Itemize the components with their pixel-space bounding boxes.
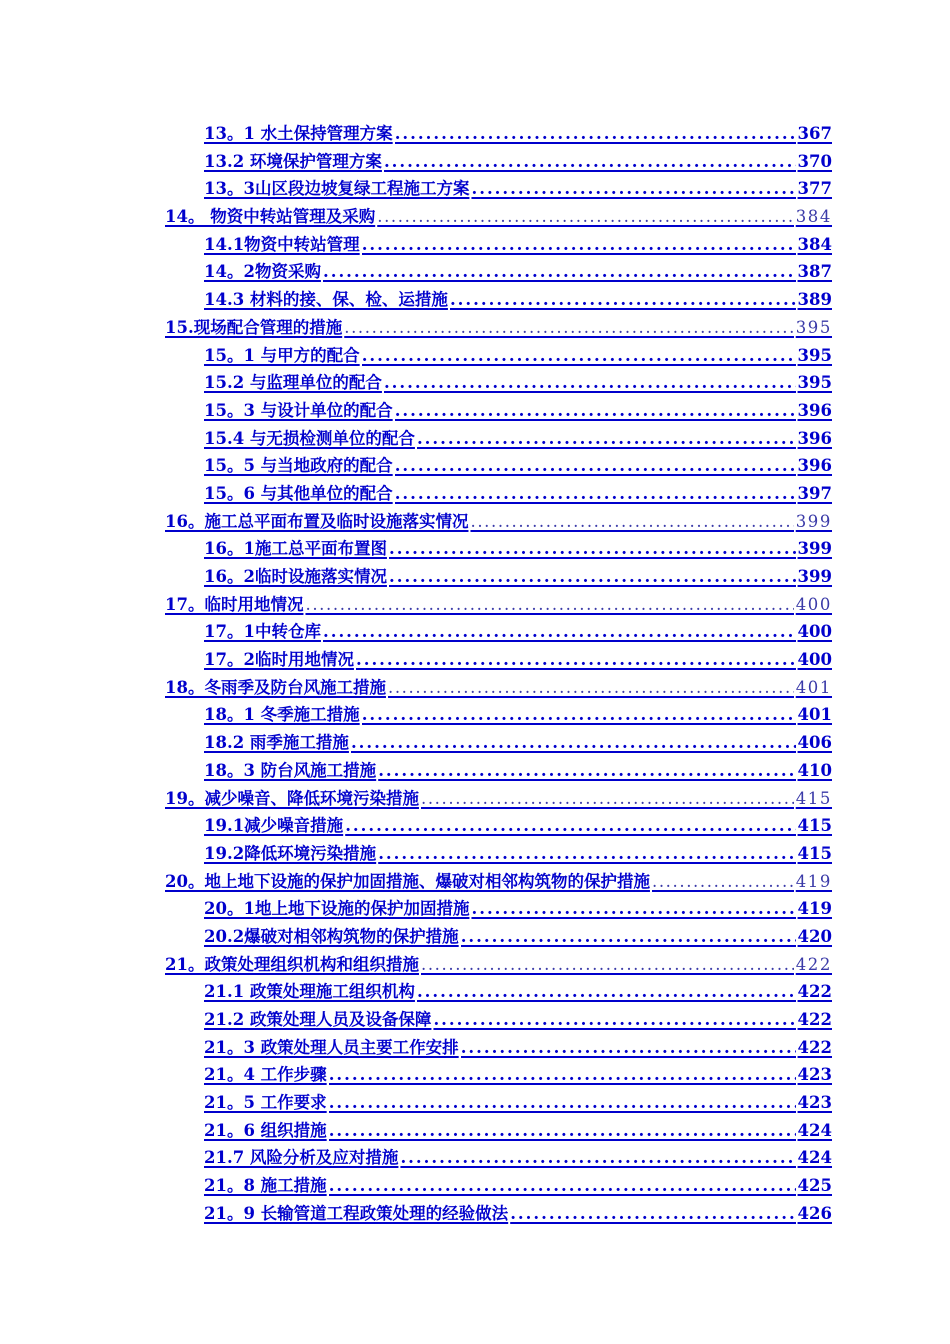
- toc-dot-leader: [345, 812, 795, 840]
- toc-entry-20[interactable]: [165, 646, 832, 674]
- toc-entry-page-number: 400: [795, 594, 832, 614]
- toc-entry-title: 21。政策处理组织机构和组织措施: [165, 954, 419, 974]
- toc-dot-leader: [400, 1144, 795, 1172]
- toc-entry-page-number: 420: [797, 926, 832, 946]
- table-of-contents: [165, 120, 832, 1228]
- toc-entry-page-number: 395: [795, 317, 832, 337]
- toc-dot-leader: [377, 203, 793, 231]
- toc-entry-title: 21.2 政策处理人员及设备保障: [204, 1010, 432, 1029]
- toc-entry-page-number: 422: [795, 954, 832, 974]
- toc-dot-leader: [395, 452, 796, 480]
- toc-dot-leader: [362, 701, 796, 729]
- toc-entry-title: 18。3 防台风施工措施: [204, 760, 377, 780]
- toc-dot-leader: [652, 868, 794, 896]
- toc-entry-29[interactable]: [165, 895, 832, 923]
- toc-dot-leader: [450, 286, 796, 314]
- toc-entry-title: 17。临时用地情况: [165, 594, 304, 614]
- toc-entry-title: 20。地上地下设施的保护加固措施、爆破对相邻构筑物的保护措施: [165, 871, 650, 891]
- toc-entry-page-number: 384: [797, 234, 832, 254]
- toc-entry-title: 21.7 风险分析及应对措施: [204, 1148, 399, 1168]
- toc-dot-leader: [362, 231, 796, 259]
- toc-entry-title: 17。2临时用地情况: [204, 650, 354, 670]
- toc-entry-37[interactable]: [165, 1117, 832, 1145]
- toc-entry-18[interactable]: [165, 591, 832, 619]
- toc-entry-page-number: 396: [797, 456, 832, 476]
- toc-entry-title: 13。1 水土保持管理方案: [204, 124, 393, 143]
- toc-entry-page-number: 367: [797, 124, 832, 143]
- toc-entry-page-number: 395: [797, 345, 832, 365]
- toc-entry-title: 19.1减少噪音措施: [204, 816, 344, 836]
- toc-entry-page-number: 396: [797, 400, 832, 420]
- toc-entry-title: 21.1 政策处理施工组织机构: [204, 982, 415, 1002]
- toc-entry-title: 19。减少噪音、降低环境污染措施: [165, 788, 419, 808]
- toc-entry-page-number: 424: [797, 1120, 832, 1140]
- toc-entry-3[interactable]: [165, 175, 832, 203]
- toc-dot-leader: [389, 535, 796, 563]
- toc-entry-title: 14。2物资采购: [204, 262, 321, 282]
- toc-entry-title: 18。冬雨季及防台风施工措施: [165, 677, 386, 697]
- toc-entry-4[interactable]: [165, 203, 832, 231]
- toc-entry-title: 14.3 材料的接、保、检、运措施: [204, 290, 448, 310]
- toc-entry-page-number: 410: [797, 760, 832, 780]
- toc-entry-36[interactable]: [165, 1089, 832, 1117]
- toc-dot-leader: [470, 508, 793, 536]
- toc-dot-leader: [461, 1034, 796, 1062]
- toc-entry-23[interactable]: [165, 729, 832, 757]
- toc-entry-page-number: 399: [797, 567, 832, 586]
- toc-dot-leader: [329, 1089, 796, 1117]
- toc-dot-leader: [305, 591, 793, 619]
- toc-entry-14[interactable]: [165, 480, 832, 508]
- toc-dot-leader: [388, 674, 794, 702]
- toc-entry-page-number: 384: [795, 207, 832, 227]
- toc-entry-33[interactable]: [165, 1006, 832, 1034]
- toc-dot-leader: [323, 618, 796, 646]
- toc-entry-page-number: 424: [797, 1148, 832, 1168]
- toc-dot-leader: [417, 425, 796, 453]
- toc-entry-12[interactable]: [165, 425, 832, 453]
- toc-entry-title: 15。5 与当地政府的配合: [204, 456, 393, 476]
- toc-entry-page-number: 396: [797, 428, 832, 448]
- toc-entry-title: 20。1地上地下设施的保护加固措施: [204, 899, 470, 919]
- toc-entry-title: 13.2 环境保护管理方案: [204, 151, 382, 171]
- toc-entry-title: 15.4 与无损检测单位的配合: [204, 428, 415, 448]
- toc-entry-15[interactable]: [165, 508, 832, 536]
- toc-dot-leader: [421, 951, 794, 979]
- toc-dot-leader: [461, 923, 796, 951]
- toc-entry-page-number: 399: [795, 511, 832, 531]
- toc-dot-leader: [323, 258, 796, 286]
- toc-dot-leader: [356, 646, 796, 674]
- toc-entry-title: 15。1 与甲方的配合: [204, 345, 360, 365]
- toc-entry-34[interactable]: [165, 1034, 832, 1062]
- toc-entry-35[interactable]: [165, 1061, 832, 1089]
- toc-entry-39[interactable]: [165, 1172, 832, 1200]
- toc-entry-title: 21。3 政策处理人员主要工作安排: [204, 1037, 459, 1057]
- toc-entry-page-number: 377: [797, 179, 832, 199]
- toc-entry-31[interactable]: [165, 951, 832, 979]
- toc-entry-page-number: 399: [797, 539, 832, 559]
- toc-entry-38[interactable]: [165, 1144, 832, 1172]
- toc-dot-leader: [421, 785, 794, 813]
- toc-dot-leader: [395, 120, 796, 148]
- toc-entry-19[interactable]: [165, 618, 832, 646]
- toc-dot-leader: [351, 729, 796, 757]
- toc-entry-28[interactable]: [165, 868, 832, 896]
- toc-entry-40[interactable]: [165, 1200, 832, 1228]
- toc-entry-9[interactable]: [165, 342, 832, 370]
- toc-dot-leader: [389, 563, 796, 591]
- toc-entry-page-number: 397: [797, 483, 832, 503]
- toc-entry-page-number: 422: [797, 1037, 832, 1057]
- toc-dot-leader: [471, 895, 795, 923]
- toc-dot-leader: [329, 1172, 796, 1200]
- toc-entry-page-number: 415: [797, 843, 832, 863]
- toc-entry-27[interactable]: [165, 840, 832, 868]
- toc-entry-page-number: 425: [797, 1176, 832, 1196]
- toc-entry-26[interactable]: [165, 812, 832, 840]
- toc-entry-page-number: 415: [797, 816, 832, 836]
- toc-dot-leader: [362, 342, 796, 370]
- toc-entry-title: 18.2 雨季施工措施: [204, 733, 349, 753]
- toc-dot-leader: [384, 148, 796, 176]
- toc-entry-title: 16。1施工总平面布置图: [204, 539, 387, 559]
- toc-entry-17[interactable]: [165, 563, 832, 591]
- toc-entry-title: 21。9 长输管道工程政策处理的经验做法: [204, 1203, 509, 1223]
- toc-dot-leader: [417, 978, 796, 1006]
- toc-entry-30[interactable]: [165, 923, 832, 951]
- toc-entry-page-number: 419: [797, 899, 832, 919]
- toc-dot-leader: [329, 1117, 796, 1145]
- toc-entry-11[interactable]: [165, 397, 832, 425]
- toc-entry-title: 15。3 与设计单位的配合: [204, 400, 393, 420]
- toc-entry-title: 17。1中转仓库: [204, 622, 321, 642]
- toc-entry-32[interactable]: [165, 978, 832, 1006]
- toc-entry-page-number: 406: [797, 733, 832, 753]
- toc-dot-leader: [510, 1200, 795, 1228]
- toc-entry-6[interactable]: [165, 258, 832, 286]
- toc-entry-10[interactable]: [165, 369, 832, 397]
- toc-entry-page-number: 419: [795, 871, 832, 891]
- toc-entry-page-number: 423: [797, 1093, 832, 1113]
- toc-entry-page-number: 422: [797, 1010, 832, 1029]
- toc-entry-title: 16。施工总平面布置及临时设施落实情况: [165, 511, 469, 531]
- toc-entry-title: 14.1物资中转站管理: [204, 234, 360, 254]
- toc-entry-page-number: 387: [797, 262, 832, 282]
- toc-entry-title: 21。8 施工措施: [204, 1176, 327, 1196]
- toc-entry-8[interactable]: [165, 314, 832, 342]
- toc-entry-page-number: 400: [797, 650, 832, 670]
- toc-dot-leader: [329, 1061, 796, 1089]
- toc-entry-title: 15.2 与监理单位的配合: [204, 373, 382, 393]
- toc-entry-page-number: 401: [795, 677, 832, 697]
- toc-entry-title: 21。6 组织措施: [204, 1120, 327, 1140]
- toc-entry-page-number: 423: [797, 1065, 832, 1085]
- toc-dot-leader: [395, 397, 796, 425]
- toc-entry-22[interactable]: [165, 701, 832, 729]
- toc-entry-16[interactable]: [165, 535, 832, 563]
- toc-entry-page-number: 395: [797, 373, 832, 393]
- toc-dot-leader: [395, 480, 796, 508]
- toc-entry-7[interactable]: [165, 286, 832, 314]
- toc-entry-24[interactable]: [165, 757, 832, 785]
- toc-entry-title: 18。1 冬季施工措施: [204, 705, 360, 725]
- toc-entry-page-number: 422: [797, 982, 832, 1002]
- toc-entry-title: 19.2降低环境污染措施: [204, 843, 377, 863]
- toc-entry-5[interactable]: [165, 231, 832, 259]
- toc-entry-2[interactable]: [165, 148, 832, 176]
- toc-dot-leader: [471, 175, 795, 203]
- toc-entry-page-number: 400: [797, 622, 832, 642]
- toc-entry-page-number: 401: [797, 705, 832, 725]
- toc-entry-title: 21。4 工作步骤: [204, 1065, 327, 1085]
- toc-dot-leader: [433, 1006, 795, 1034]
- toc-entry-13[interactable]: [165, 452, 832, 480]
- toc-entry-21[interactable]: [165, 674, 832, 702]
- toc-dot-leader: [384, 369, 796, 397]
- toc-entry-25[interactable]: [165, 785, 832, 813]
- toc-entry-page-number: 415: [795, 788, 832, 808]
- toc-entry-title: 16。2临时设施落实情况: [204, 567, 387, 586]
- toc-entry-1[interactable]: [165, 120, 832, 148]
- toc-entry-title: 15.现场配合管理的措施: [165, 317, 343, 337]
- toc-dot-leader: [378, 840, 795, 868]
- toc-entry-title: 21。5 工作要求: [204, 1093, 327, 1113]
- toc-dot-leader: [378, 757, 795, 785]
- toc-dot-leader: [344, 314, 793, 342]
- toc-entry-title: 15。6 与其他单位的配合: [204, 483, 393, 503]
- toc-entry-title: 20.2爆破对相邻构筑物的保护措施: [204, 926, 459, 946]
- toc-entry-page-number: 370: [797, 151, 832, 171]
- toc-entry-page-number: 389: [797, 290, 832, 310]
- toc-entry-title: 14。 物资中转站管理及采购: [165, 207, 376, 227]
- toc-entry-title: 13。3山区段边坡复绿工程施工方案: [204, 179, 470, 199]
- toc-entry-page-number: 426: [797, 1203, 832, 1223]
